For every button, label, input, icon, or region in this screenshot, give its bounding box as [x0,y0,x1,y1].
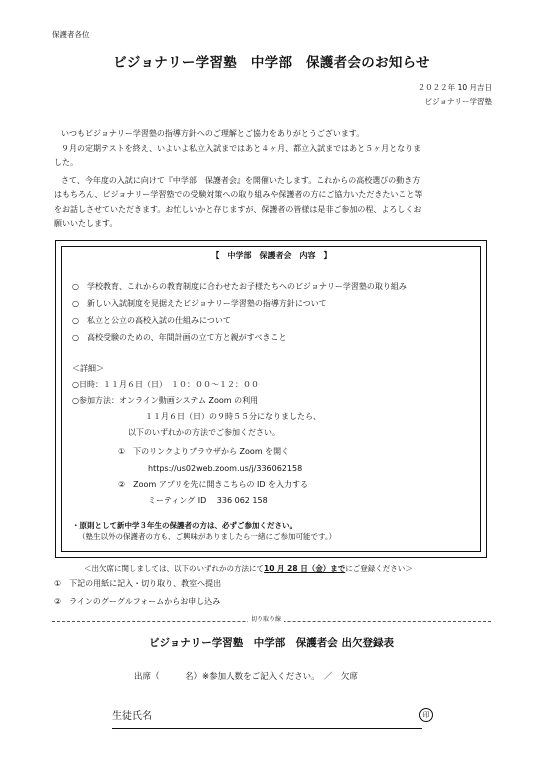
reply-instruction [84,564,413,574]
option-1: ① 下のリンクよりブラウザから Zoom を開く [118,447,290,456]
details-label: ＜詳細＞ [72,364,104,373]
page-title: ビジョナリー学習塾 中学部 保護者会のお知らせ [113,55,430,71]
paragraph-3-line-1: さて、今年度の入試に向けて『中学部 保護者会』を開催いたします。これからの高校選びの動き方 [61,176,421,185]
agenda-item-1: ○ 学校教育、これからの教育制度に合わせたお子様たちへのビジョナリー学習塾の取り組み [72,282,407,291]
reply-instruction-pre: ＜出欠席に関しましては、以下のいずれかの方法にて [84,564,264,573]
reply-method-2: ② ラインのグーグルフォームからお申し込み [54,597,221,606]
reply-method-1: ① 下記の用紙に記入・切り取り、教室へ提出 [54,579,222,588]
seal-mark: 印 [419,708,433,722]
paragraph-3-line-3: をお話しさせていただきます。お忙しいかと存じますが、保護者の皆様は是非ご参加の程、よろしくお [54,205,422,214]
student-name-label: 生徒氏名 [112,711,152,722]
paragraph-3-line-4: 願いいたします。 [54,219,118,228]
paragraph-1: いつもビジョナリー学習塾の指導方針へのご理解とご協力をありがとうございます。 [61,129,365,138]
details-method-sub-2: 以下のいずれかの方法でご参加ください。 [128,428,280,437]
reply-instruction-post: にご登録ください＞ [345,564,413,573]
note-2: （塾生以外の保護者の方も、ご興味がありましたら一緒にご参加可能です。） [78,532,337,541]
details-date: ○日時：１１月６日（日） １０：００～１２：００ [72,380,259,389]
recipient: 保護者各位 [52,30,90,39]
cut-line-label: 切り取り線 [248,616,284,624]
paragraph-2-line-1: ９月の定期テストを終え、いよいよ私立入試まではあと４ヶ月、都立入試まではあと５ヶ月となりま [61,144,422,153]
meeting-id: ミーティング ID 336 062 158 [148,496,268,505]
reply-deadline: 10 月 28 日（金）まで [264,564,346,573]
option-2: ② Zoom アプリを先に開きこちらの ID を入力する [118,480,309,489]
attendance-line[interactable]: 出席（ 名）※参加人数をご記入ください。 ／ 欠席 [134,672,358,682]
paragraph-2-line-2: した。 [54,158,78,167]
box-heading: 【 中学部 保護者会 内容 】 [211,251,332,260]
sender: ビジョナリー学習塾 [424,97,492,106]
agenda-item-4: ○ 高校受験のための、年間計画の立て方と親がすべきこと [72,333,287,342]
student-name-field[interactable] [112,728,422,729]
note-1: ・原則として新中学３年生の保護者の方は、必ずご参加ください。 [72,521,297,530]
details-method-sub-1: １１月６日（日）の９時５５分になりましたら、 [145,412,321,421]
agenda-item-3: ○ 私立と公立の高校入試の仕組みについて [72,316,231,325]
paragraph-3-line-2: はもちろん、ビジョナリー学習塾での受験対策への取り組みや保護者の方にご協力いただきたいこと等 [54,190,423,199]
zoom-link[interactable]: https://us02web.zoom.us/j/336062158 [148,464,303,473]
issue-date: ２０２２年 10 月吉日 [417,83,492,92]
form-title: ビジョナリー学習塾 中学部 保護者会 出欠登録表 [149,637,394,649]
details-method: ○参加方法：オンライン動画システム Zoom の利用 [72,396,259,405]
agenda-item-2: ○ 新しい入試制度を見据えたビジョナリー学習塾の指導方針について [72,299,327,308]
